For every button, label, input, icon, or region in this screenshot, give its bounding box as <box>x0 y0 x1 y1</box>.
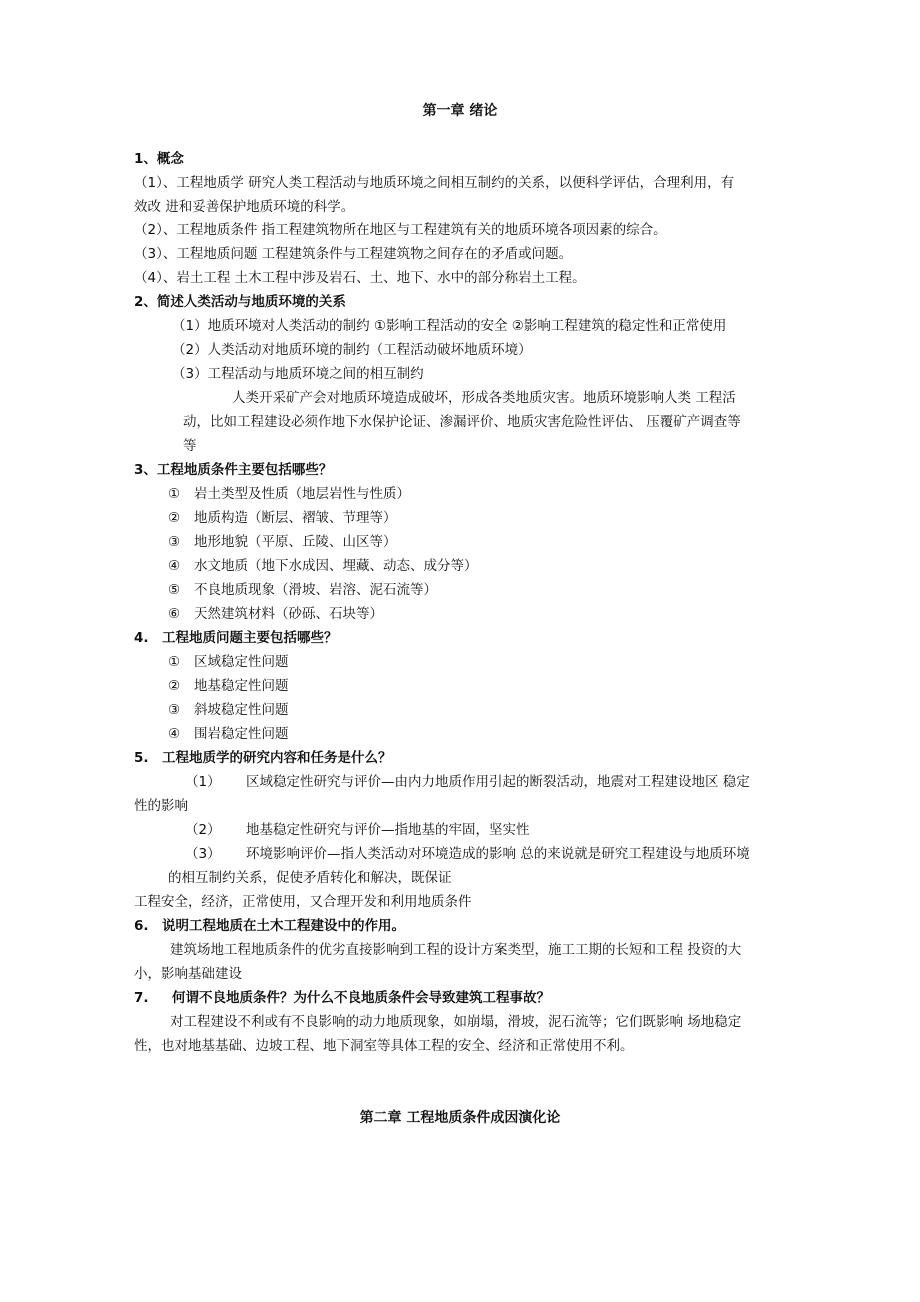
relation-item-1: （1）地质环境对人类活动的制约 ①影响工程活动的安全 ②影响工程建筑的稳定性和正常使用 <box>172 318 727 334</box>
section7-heading: 7. 何谓不良地质条件？为什么不良地质条件会导致建筑工程事故？ <box>134 990 550 1006</box>
task-2-text: 地基稳定性研究与评价—指地基的牢固，坚实性 <box>246 822 530 838</box>
section1-heading: 1、概念 <box>134 151 184 167</box>
task-1-num: （1） <box>185 774 221 790</box>
list-item: ④ 围岩稳定性问题 <box>168 726 289 742</box>
concept-2: （2）、工程地质条件 指工程建筑物所在地区与工程建筑有关的地质环境各项因素的综合。 <box>134 222 667 238</box>
list-item: ⑤ 不良地质现象（滑坡、岩溶、泥石流等） <box>168 582 437 598</box>
role-text-line2: 小，影响基础建设 <box>134 966 242 982</box>
section6-heading: 6. 说明工程地质在土木工程建设中的作用。 <box>134 918 405 934</box>
section4-heading: 4. 工程地质问题主要包括哪些？ <box>134 630 338 646</box>
task-3-num: （3） <box>185 846 221 862</box>
list-item: ③ 斜坡稳定性问题 <box>168 702 289 718</box>
adverse-text-line2: 性，也对地基基础、边坡工程、地下洞室等具体工程的安全、经济和正常使用不利。 <box>134 1038 634 1054</box>
list-item: ② 地质构造（断层、褶皱、节理等） <box>168 510 397 526</box>
list-item: ③ 地形地貌（平原、丘陵、山区等） <box>168 534 397 550</box>
concept-1-line1: （1）、工程地质学 研究人类工程活动与地质环境之间相互制约的关系，以便科学评估，合理利用，有 <box>134 175 735 191</box>
relation-item-3: （3）工程活动与地质环境之间的相互制约 <box>172 366 424 382</box>
task-1-cont: 性的影响 <box>134 798 188 814</box>
chapter1-title: 第一章 绪论 <box>422 103 498 119</box>
relation-text-line2: 动，比如工程建设必须作地下水保护论证、渗漏评价、地质灾害危险性评估、 压覆矿产调查等 <box>183 414 741 430</box>
task-3-cont: 的相互制约关系，促使矛盾转化和解决，既保证 <box>168 870 452 886</box>
section3-heading: 3、工程地质条件主要包括哪些？ <box>134 462 333 478</box>
section5-heading: 5. 工程地质学的研究内容和任务是什么？ <box>134 750 392 766</box>
concept-1-line2: 效改 进和妥善保护地质环境的科学。 <box>134 199 355 215</box>
list-item: ④ 水文地质（地下水成因、埋藏、动态、成分等） <box>168 558 478 574</box>
concept-4: （4）、岩土工程 土木工程中涉及岩石、土、地下、水中的部分称岩土工程。 <box>134 270 586 286</box>
list-item: ① 岩土类型及性质（地层岩性与性质） <box>168 486 410 502</box>
list-item: ⑥ 天然建筑材料（砂砾、石块等） <box>168 606 383 622</box>
task-2-num: （2） <box>185 822 221 838</box>
role-text-line1: 建筑场地工程地质条件的优劣直接影响到工程的设计方案类型，施工工期的长短和工程 投资的大 <box>170 942 742 958</box>
section2-heading: 2、简述人类活动与地质环境的关系 <box>134 294 346 310</box>
chapter2-title: 第二章 工程地质条件成因演化论 <box>359 1110 561 1126</box>
task-1-text: 区域稳定性研究与评价—由内力地质作用引起的断裂活动，地震对工程建设地区 稳定 <box>246 774 750 790</box>
task-3-cont2: 工程安全，经济，正常使用，又合理开发和利用地质条件 <box>134 894 472 910</box>
list-item: ② 地基稳定性问题 <box>168 678 289 694</box>
relation-text-line1: 人类开采矿产会对地质环境造成破坏，形成各类地质灾害。地质环境影响人类 工程活 <box>232 390 736 406</box>
task-3-text: 环境影响评价—指人类活动对环境造成的影响 总的来说就是研究工程建设与地质环境 <box>246 846 750 862</box>
list-item: ① 区域稳定性问题 <box>168 654 289 670</box>
relation-text-line3: 等 <box>183 438 197 454</box>
relation-item-2: （2）人类活动对地质环境的制约（工程活动破坏地质环境） <box>172 342 532 358</box>
adverse-text-line1: 对工程建设不利或有不良影响的动力地质现象，如崩塌，滑坡，泥石流等；它们既影响 场地稳定 <box>170 1014 742 1030</box>
concept-3: （3）、工程地质问题 工程建筑条件与工程建筑物之间存在的矛盾或问题。 <box>134 246 573 262</box>
